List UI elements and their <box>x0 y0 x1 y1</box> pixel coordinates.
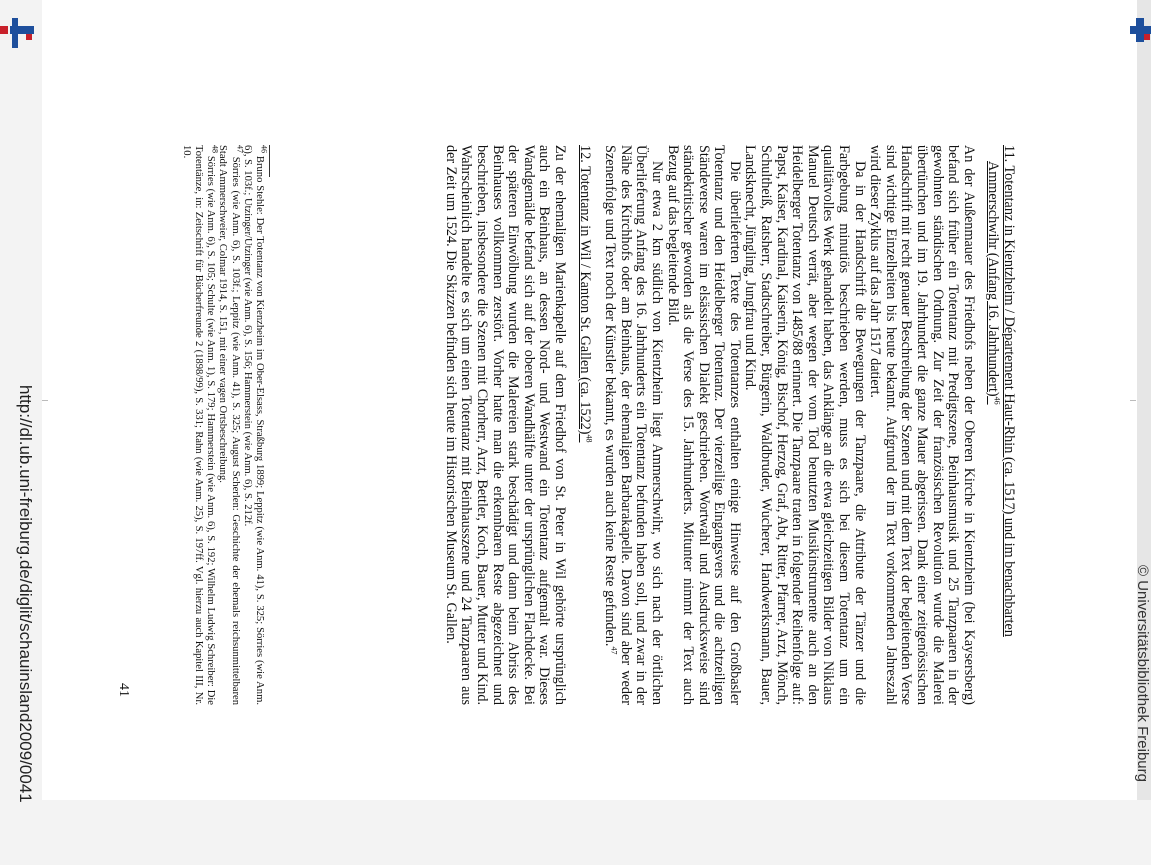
page-number: 41 <box>116 683 131 697</box>
section-11-heading: 11. Totentanz in Kientzheim / Département Haut-Rhin (ca. 1517) und im benachbarten <box>1001 145 1017 637</box>
footnote: $^{48}$ Sörries (wie Anm. 6), S. 105; Schulte (wie Anm. 1), S. 179; Hammerstein (wie Anm. 6), S. 192; Wilhelm Ludwig Schreiber: Die Totentänze, in: Zeitschrift für Bücherfreunde 2 (1898/99), S. 331; Rahn (wie Anm. 25), S. 197ff. Vgl. hierzu auch Kapitel III, Nr. 10. <box>180 145 220 705</box>
footnotes <box>180 145 270 705</box>
paragraph: Nur etwa 2 km südlich von Kientzheim liegt Ammerschwihr, wo sich nach der örtlichen Überlieferung Anfang des 16. Jahrhunderts ein Totentanz befunden haben soll, und zwar in der Nähe des Kirchhofs oder am Beinhaus, der ehemaligen Barbarakapelle. Davon sind aber weder Szenenfolge und Text noch der Künstler bekannt, es wurden auch keine Reste gefunden.$^{47}$ <box>602 145 665 705</box>
edge-tick <box>42 400 48 401</box>
footnote-rule <box>269 145 270 177</box>
paragraph: Zu der ehemaligen Marienkapelle auf dem Friedhof von St. Peter in Wil gehörte ursprünglich auch ein Beinhaus, an dessen Nord- und Westwand ein Totentanz aufgemalt war. Dieses Wandgemälde befand sich auf der oberen Wandhälfte unter der ursprünglichen Flachdecke. Bei der späteren Einwölbung wurden die Malereien stark beschädigt und dann beim Abriss des Beinhauses vollkommen zerstört. Vorher hatte man die erkennbaren Reste abgezeichnet und beschrieben, insbesondere die Szenen mit Chorherr, Arzt, Bettler, Koch, Bauer, Mutter und Kind. Wahrscheinlich handelte es sich um einen Totentanz mit Beinhausszene und 24 Tanzpaaren aus der Zeit um 1524. Die Skizzen befinden sich heute im Historischen Museum St. Gallen. <box>442 145 568 705</box>
paragraph: An der Außenmauer des Friedhofs neben der Oberen Kirche in Kientzheim (bei Kaysersberg) befand sich früher ein Totentanz mit Predigtszene, Beinhausmusik und 25 Tanzpaaren in der gewohnten ständischen Ordnung. Zur Zeit der französischen Revolution wurde die Malerei übertünchen und im 19. Jahrhundert die ganze Mauer abgerissen. Dank einer zeitgenössischen Handschrift mit recht genauer Beschreibung der Szenen und mit dem Text der begleitenden Verse sind wichtige Einzelheiten bis heute bekannt. Aufgrund der im Text vorkommenden Jahreszahl wird dieser Zyklus auf das Jahr 1517 datiert. <box>867 145 977 705</box>
paragraph: Da in der Handschrift die Bewegungen der Tanzpaare, die Attribute der Tänzer und die Farbgebung minutiös beschrieben werden, muss es sich bei diesem Totentanz um ein qualitätvolles Werk gehandelt haben, das Anklänge an die etwa gleichzeitigen Bilder von Niklaus Manuel Deutsch verrät, aber wegen der vom Tod benutzten Musikinstrumente auch an den Heidelberger Totentanz von 1485/88 erinnert. Die Tanzpaare traten in folgender Reihenfolge auf: Papst, Kaiser, Kardinal, Kaiserin, König, Bischof, Herzog, Graf, Abt, Ritter, Pfarrer, Arzt, Mönch, Schultheiß, Ratsherr, Stadtschreiber, Bürgerin, Waldbruder, Wucherer, Handwerksmann, Bauer, Landsknecht, Jüngling, Jungfrau und Kind. <box>742 145 868 705</box>
footnote: $^{47}$ Sörries (wie Anm. 6), S. 103f.; Leppitz (wie Anm. 41), S. 325; August Scherlen: Geschichte der ehemals reichsunmittelbaren Stadt Ammerschweier, Colmar 1914, S. 151, mit einer vagen Ortsbeschreibung. <box>217 145 245 705</box>
section-11-heading-line2: Ammerschwihr (Anfang 16. Jahrhundert)$^{46}$ <box>985 161 1003 405</box>
copyright-notice: © Universitätsbibliothek Freiburg <box>1134 565 1151 782</box>
edge-tick <box>1130 400 1136 401</box>
library-logo-icon <box>0 18 34 48</box>
body-text <box>442 145 1016 705</box>
section-12-heading: 12. Totentanz in Wil / Kanton St. Gallen (ca. 1522)$^{48}$ <box>576 145 594 443</box>
footnote: $^{46}$ Bruno Stehle: Der Totentanz von Kienzheim im Ober-Elsass, Straßburg 1899; Leppitz (wie Anm. 41), S. 325; Sörries (wie Anm. 6), S. 103f.; Utzinger/Utzinger (wie Anm. 6), S. 156; Hammerstein (wie Anm. 6), S. 212f. <box>241 145 269 705</box>
source-url[interactable]: http://dl.ub.uni-freiburg.de/diglit/schauinsland2009/0041 <box>16 385 35 803</box>
paragraph: Die überlieferten Texte des Totentanzes enthalten einige Hinweise auf den Großbasler Totentanz und den Heidelberger Totentanz. Der vierzeilige Eingangsvers und die achtzeiligen Ständeverse waren im elsässischen Dialekt geschrieben. Wortwahl und Ausdrucksweise sind ständekritischer geworden als die Verse des 15. Jahrhunderts. Mitunter nimmt der Text auch Bezug auf das begleitende Bild. <box>664 145 743 705</box>
library-logo-icon-right <box>1130 18 1151 42</box>
